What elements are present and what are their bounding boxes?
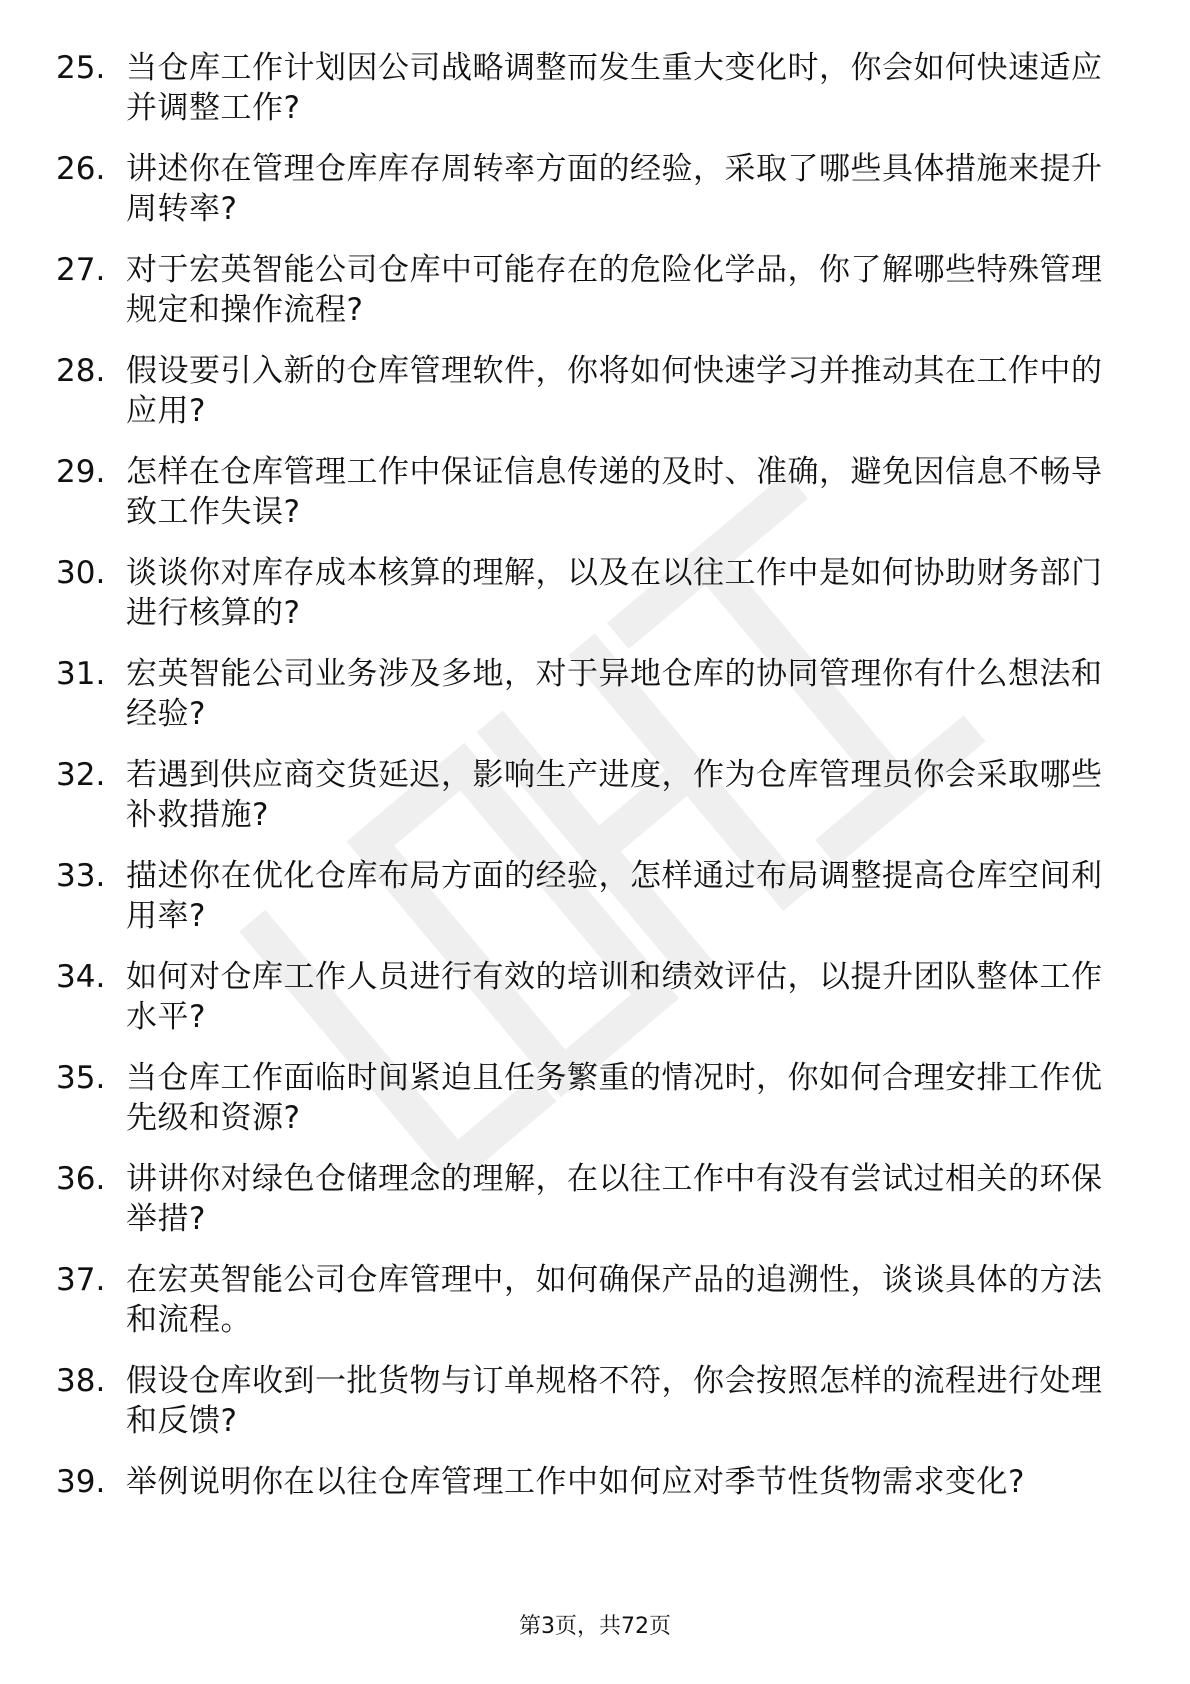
question-item	[56, 452, 1116, 532]
question-number: 31.	[56, 656, 106, 692]
question-number: 28.	[56, 353, 106, 389]
question-number: 34.	[56, 959, 106, 995]
question-item	[56, 856, 1116, 936]
question-item	[56, 250, 1116, 330]
question-item	[56, 755, 1116, 835]
question-text: 对于宏英智能公司仓库中可能存在的危险化学品，你了解哪些特殊管理规定和操作流程?	[126, 252, 1103, 328]
question-number: 36.	[56, 1161, 106, 1197]
question-item	[56, 1361, 1116, 1441]
question-number: 26.	[56, 151, 106, 187]
question-number: 35.	[56, 1060, 106, 1096]
question-item	[56, 1058, 1116, 1138]
question-item	[56, 957, 1116, 1037]
question-number: 30.	[56, 555, 106, 591]
question-text: 若遇到供应商交货延迟，影响生产进度，作为仓库管理员你会采取哪些补救措施?	[126, 757, 1103, 833]
question-text: 如何对仓库工作人员进行有效的培训和绩效评估，以提升团队整体工作水平?	[126, 959, 1103, 1035]
question-number: 37.	[56, 1262, 106, 1298]
question-item	[56, 1260, 1116, 1340]
question-item	[56, 654, 1116, 734]
question-item	[56, 149, 1116, 229]
question-item	[56, 1159, 1116, 1239]
question-number: 33.	[56, 858, 106, 894]
question-text: 当仓库工作计划因公司战略调整而发生重大变化时，你会如何快速适应并调整工作?	[126, 50, 1103, 126]
question-text: 描述你在优化仓库布局方面的经验，怎样通过布局调整提高仓库空间利用率?	[126, 858, 1103, 934]
question-text: 宏英智能公司业务涉及多地，对于异地仓库的协同管理你有什么想法和经验?	[126, 656, 1103, 732]
page-indicator: 第3页，共72页	[519, 1614, 671, 1639]
question-text: 在宏英智能公司仓库管理中，如何确保产品的追溯性，谈谈具体的方法和流程。	[126, 1262, 1103, 1338]
question-text: 假设要引入新的仓库管理软件，你将如何快速学习并推动其在工作中的应用?	[126, 353, 1103, 429]
question-text: 谈谈你对库存成本核算的理解，以及在以往工作中是如何协助财务部门进行核算的?	[126, 555, 1103, 631]
question-number: 27.	[56, 252, 106, 288]
question-text: 假设仓库收到一批货物与订单规格不符，你会按照怎样的流程进行处理和反馈?	[126, 1363, 1103, 1439]
question-number: 29.	[56, 454, 106, 490]
question-number: 39.	[56, 1464, 106, 1500]
question-number: 25.	[56, 50, 106, 86]
question-text: 举例说明你在以往仓库管理工作中如何应对季节性货物需求变化?	[126, 1464, 1025, 1500]
question-item	[56, 1462, 1116, 1502]
question-number: 32.	[56, 757, 106, 793]
page-footer	[0, 1612, 1190, 1642]
question-item	[56, 351, 1116, 431]
question-text: 讲讲你对绿色仓储理念的理解，在以往工作中有没有尝试过相关的环保举措?	[126, 1161, 1103, 1237]
question-text: 讲述你在管理仓库库存周转率方面的经验，采取了哪些具体措施来提升周转率?	[126, 151, 1103, 227]
question-number: 38.	[56, 1363, 106, 1399]
question-list	[56, 48, 1116, 1523]
question-text: 当仓库工作面临时间紧迫且任务繁重的情况时，你如何合理安排工作优先级和资源?	[126, 1060, 1103, 1136]
question-item	[56, 48, 1116, 128]
question-item	[56, 553, 1116, 633]
question-text: 怎样在仓库管理工作中保证信息传递的及时、准确，避免因信息不畅导致工作失误?	[126, 454, 1103, 530]
